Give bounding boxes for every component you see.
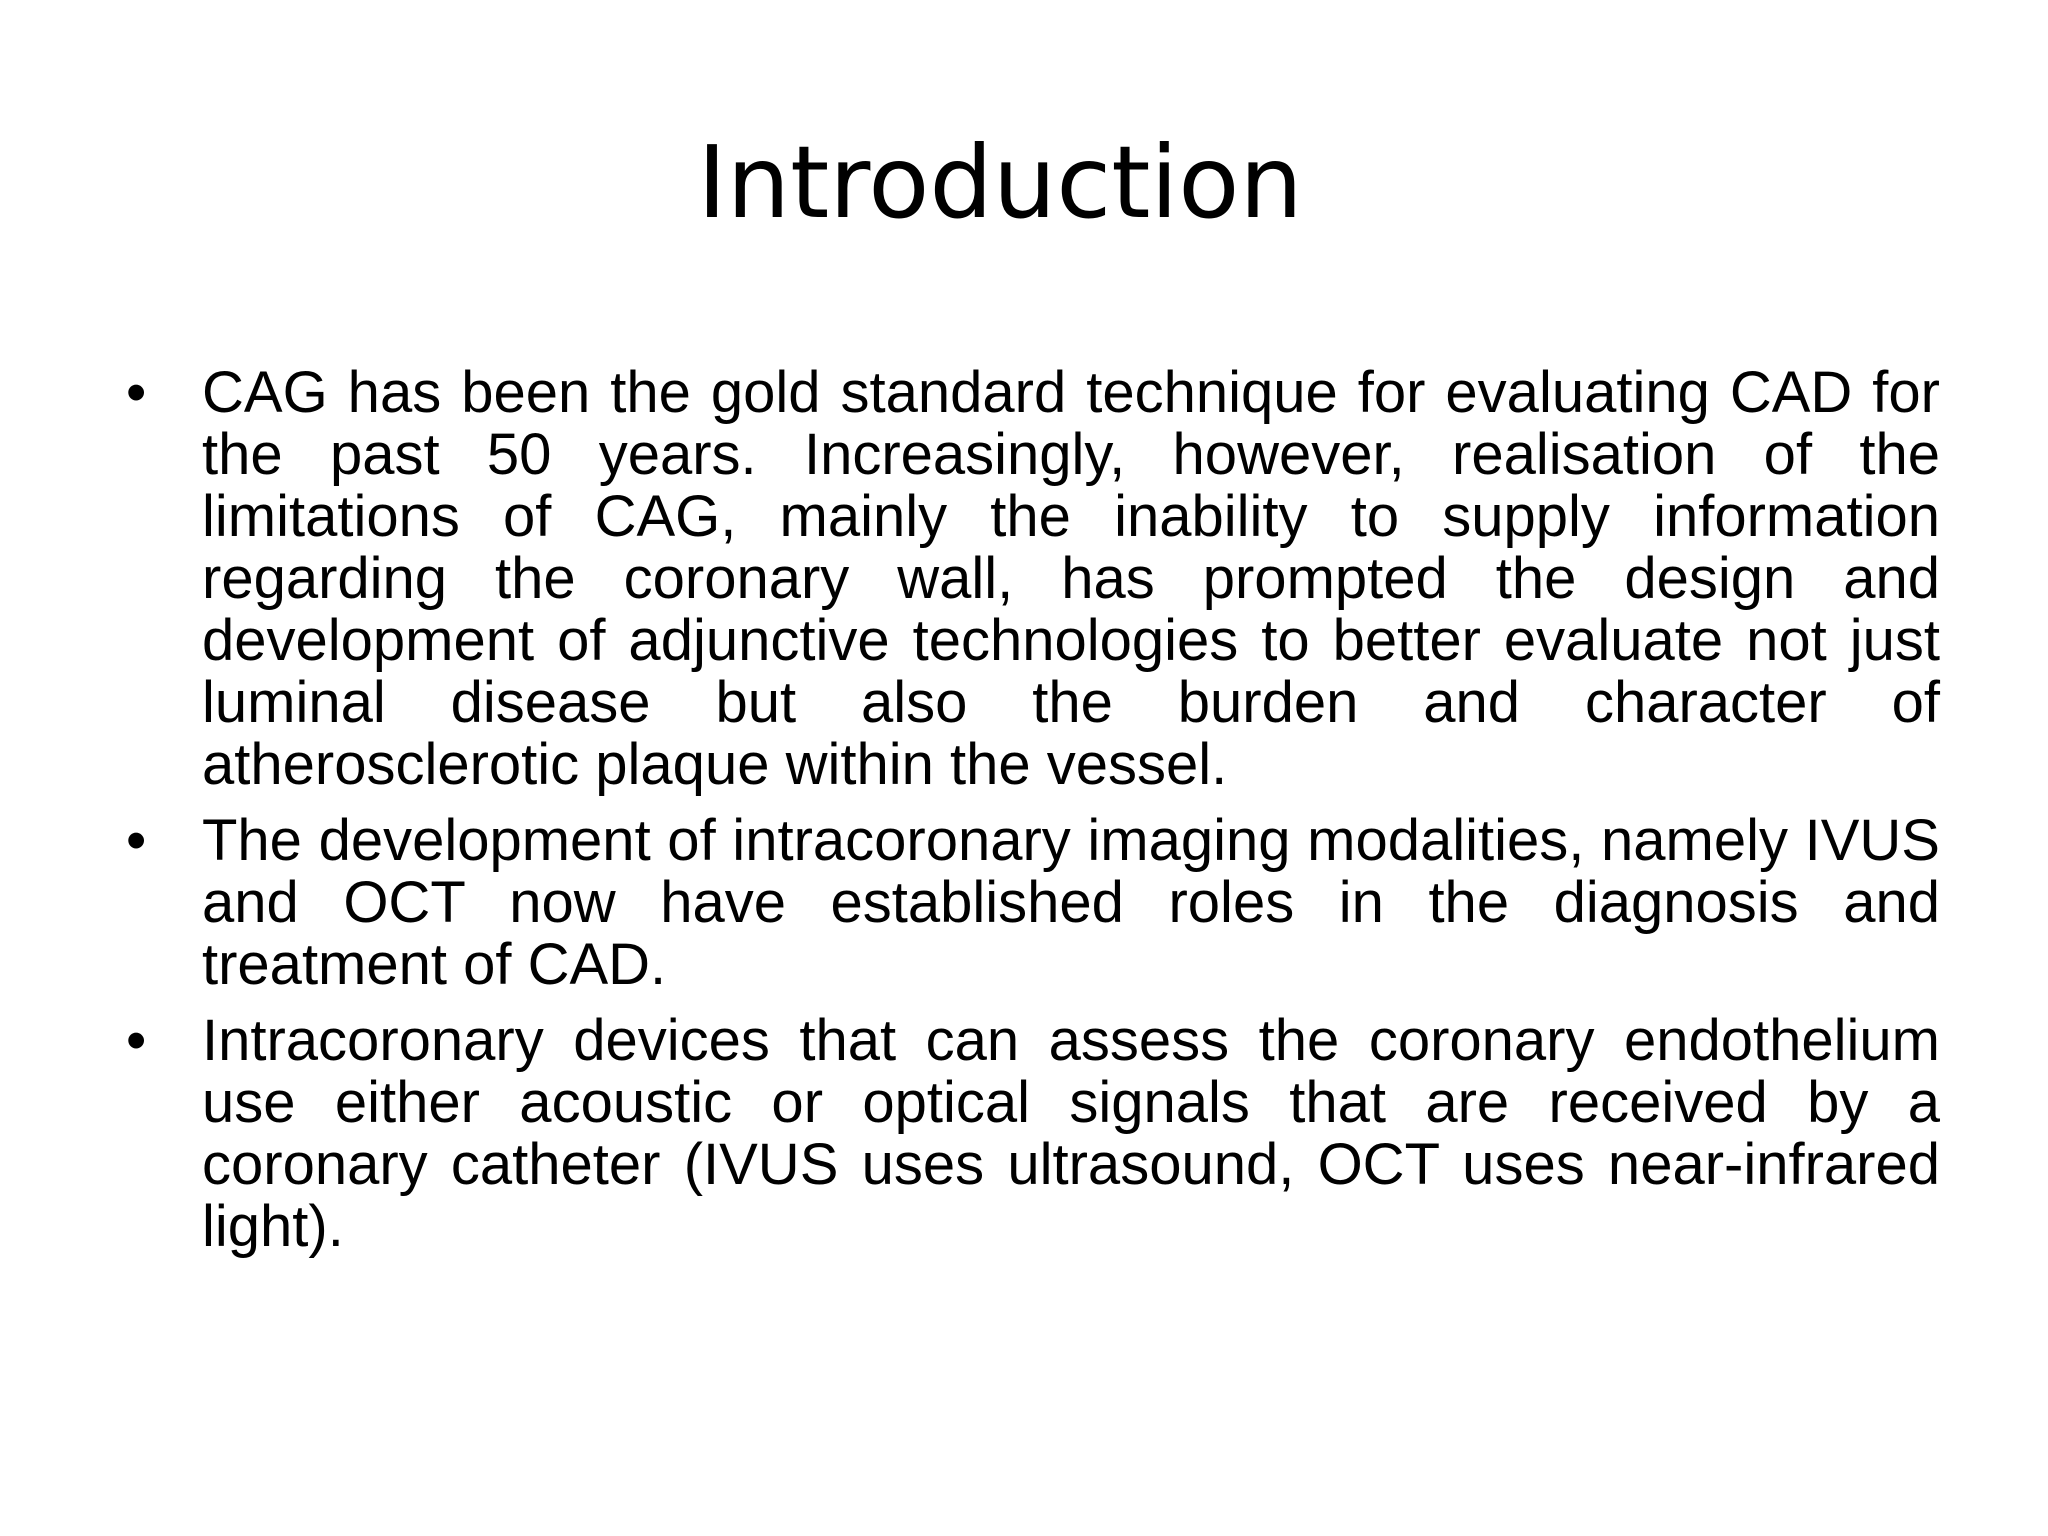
bullet-text: The development of intracoronary imaging modalities, namely IVUS and OCT now have established roles in the diagnosis and treatment of CAD. xyxy=(202,808,1940,997)
bullet-icon: • xyxy=(126,1008,147,1073)
bullet-item xyxy=(120,1010,1940,1258)
bullet-item xyxy=(120,362,1940,796)
bullet-text: Intracoronary devices that can assess the coronary endothelium use either acoustic or optical signals that are received by a coronary catheter (IVUS uses ultrasound, OCT uses near-infrared light). xyxy=(202,1008,1940,1259)
slide-title: Introduction xyxy=(697,124,1303,241)
bullet-icon: • xyxy=(126,360,147,425)
bullet-text: CAG has been the gold standard technique for evaluating CAD for the past 50 years. Increasingly, however, realisation of the limitations of CAG, mainly the inability to supply information regarding the coronary wall, has prompted the design and development of adjunctive technologies to better evaluate not just luminal disease but also the burden and character of atherosclerotic plaque within the vessel. xyxy=(202,360,1940,797)
bullet-list xyxy=(120,362,1940,1272)
bullet-icon: • xyxy=(126,808,147,873)
bullet-item xyxy=(120,810,1940,996)
